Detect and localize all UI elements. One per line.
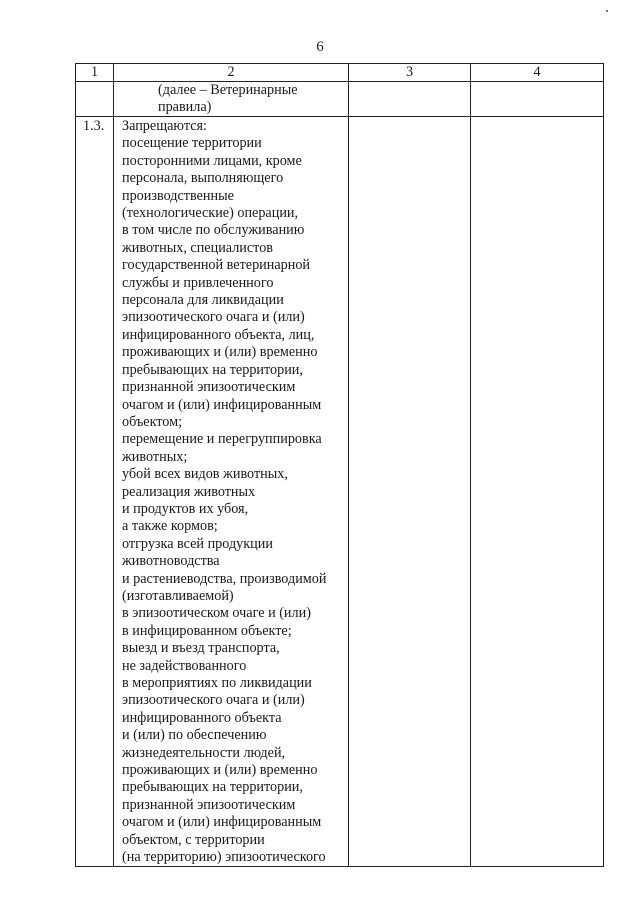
regulation-table (75, 63, 604, 867)
item-text-line: производственные (122, 187, 234, 204)
header-cell-4: 4 (471, 64, 604, 82)
item-text-line: животных; (122, 448, 188, 465)
item-text-line: эпизоотического очага и (или) (122, 309, 305, 326)
item-text-line: проживающих и (или) временно (122, 762, 318, 779)
table-header-row (76, 64, 604, 82)
scan-speck (606, 10, 608, 12)
item-text-line: (технологические) операции, (122, 205, 299, 222)
continuation-col4-cell (471, 82, 604, 117)
item-text-line: объектом, с территории (122, 831, 265, 848)
continuation-text-cell: (далее – Ветеринарные правила) (114, 82, 349, 117)
item-text-line: реализация животных (122, 483, 256, 500)
item-text-line: посещение территории (122, 135, 262, 152)
item-text-line: персонала для ликвидации (122, 292, 284, 309)
item-number: 1.3. (76, 117, 114, 867)
item-text-line: и продуктов их убоя, (122, 500, 249, 517)
page-number: 6 (316, 39, 324, 55)
item-text-line: не задействованного (122, 657, 247, 674)
table-row-1-3 (76, 117, 604, 867)
item-text-line: в эпизоотическом очаге и (или) (122, 605, 311, 622)
item-text-line: в том числе по обслуживанию (122, 222, 305, 239)
item-text-line: (на территорию) эпизоотического (122, 849, 326, 866)
item-text-line: признанной эпизоотическим (122, 796, 296, 813)
item-text-line: выезд и въезд транспорта, (122, 640, 280, 657)
continuation-col3-cell (349, 82, 471, 117)
continuation-num-cell (76, 82, 114, 117)
item-text-line: объектом; (122, 413, 183, 430)
item-text-line: инфицированного объекта, лиц, (122, 326, 315, 343)
item-text-line: животных, специалистов (122, 239, 273, 256)
item-text-line: и растениеводства, производимой (122, 570, 327, 587)
item-text-lines (122, 118, 348, 866)
item-text-line: Запрещаются: (122, 118, 207, 134)
header-cell-2: 2 (114, 64, 349, 82)
item-text-line: персонала, выполняющего (122, 170, 284, 187)
item-text-line: инфицированного объекта (122, 709, 282, 726)
header-cell-3: 3 (349, 64, 471, 82)
item-text-line: (изготавливаемой) (122, 587, 234, 604)
item-text-line: и (или) по обеспечению (122, 727, 267, 744)
item-text-line: а также кормов; (122, 518, 218, 535)
item-text-line: государственной ветеринарной (122, 257, 311, 274)
item-text-line: признанной эпизоотическим (122, 379, 296, 396)
item-col4-cell (471, 117, 604, 867)
item-text-line: пребывающих на территории, (122, 361, 303, 378)
item-text-line: убой всех видов животных, (122, 466, 288, 483)
item-text-line: посторонними лицами, кроме (122, 152, 302, 169)
item-text-line: очагом и (или) инфицированным (122, 396, 322, 413)
item-text-cell (114, 117, 349, 867)
continuation-row (76, 82, 604, 117)
header-cell-1: 1 (76, 64, 114, 82)
item-text-line: в мероприятиях по ликвидации (122, 675, 312, 691)
item-text-line: в инфицированном объекте; (122, 622, 292, 639)
item-text-line: перемещение и перегруппировка (122, 431, 322, 448)
item-text-line: службы и привлеченного (122, 274, 274, 291)
item-text-line: животноводства (122, 553, 220, 570)
item-col3-cell (349, 117, 471, 867)
item-text-line: эпизоотического очага и (или) (122, 692, 305, 709)
item-text-line: пребывающих на территории, (122, 779, 303, 796)
item-text-line: жизнедеятельности людей, (122, 744, 286, 761)
item-text-line: отгрузка всей продукции (122, 535, 273, 552)
item-text-line: очагом и (или) инфицированным (122, 814, 322, 831)
item-text-line: проживающих и (или) временно (122, 344, 318, 361)
